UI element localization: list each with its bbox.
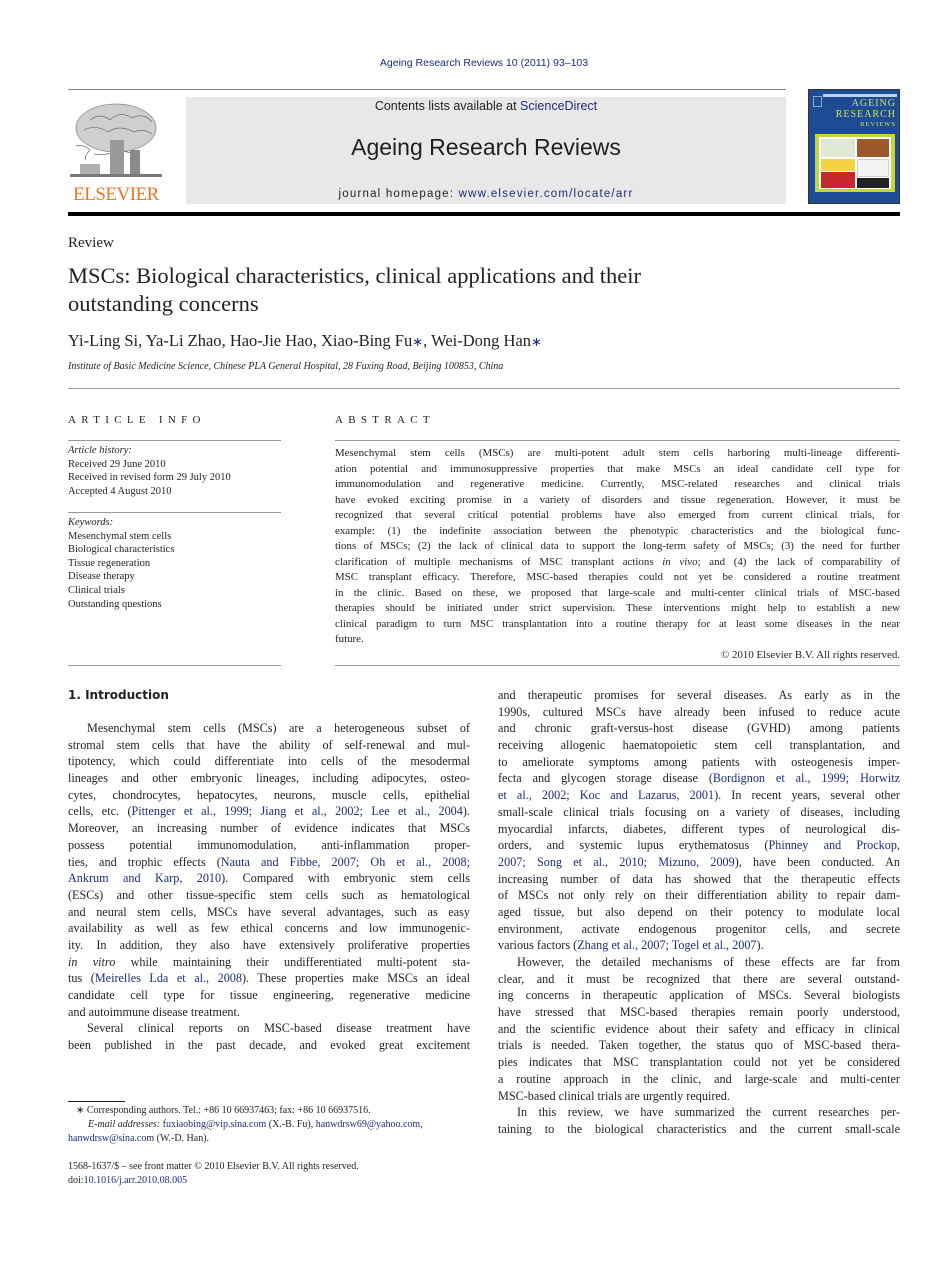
title-divider bbox=[68, 388, 900, 389]
cover-image-panel bbox=[815, 134, 895, 192]
body-line: trials is needed. Taken together, the status quo of MSC-based thera- bbox=[498, 1038, 900, 1053]
citation-link[interactable]: Phinney and Prockop, bbox=[768, 838, 900, 853]
email-link[interactable]: hanwdrsw69@yahoo.com bbox=[315, 1119, 421, 1130]
body-line: fecta and glycogen storage disease (Bordignon et al., 1999; Horwitz bbox=[498, 771, 900, 786]
body-line: tipotency, which could differentiate into cells of the mesodermal bbox=[68, 754, 470, 769]
body-line: various factors (Zhang et al., 2007; Togel et al., 2007). bbox=[498, 938, 764, 953]
body-line: Ankrum and Karp, 2010). Compared with embryonic stem cells bbox=[68, 871, 470, 886]
cover-title-line: RESEARCH bbox=[835, 109, 896, 120]
body-line: receiving allogenic haematopoietic stem cell transplantation, and bbox=[498, 738, 900, 753]
body-line: ties, and trophic effects (Nauta and Fibbe, 2007; Oh et al., 2008; bbox=[68, 854, 470, 869]
body-line: However, the detailed mechanisms of these effects are far from bbox=[517, 955, 900, 969]
running-head[interactable]: Ageing Research Reviews 10 (2011) 93–103 bbox=[379, 57, 589, 69]
journal-homepage bbox=[186, 188, 786, 200]
citation-link[interactable]: 2007; Song et al., 2010; Mizuno, 2009 bbox=[498, 854, 735, 869]
citation-link[interactable]: Bordignon et al., 1999; Horwitz bbox=[712, 771, 900, 786]
body-line: Mesenchymal stem cells (MSCs) are a heterogeneous subset of bbox=[87, 721, 470, 735]
citation-link[interactable]: et al., 2002; Koc and Lazarus, 2001 bbox=[498, 788, 715, 803]
citation-link[interactable]: Ankrum and Karp, 2010 bbox=[68, 871, 222, 886]
body-line: and chronic graft-versus-host disease (GVHD) among patients bbox=[498, 721, 900, 736]
title-line: outstanding concerns bbox=[68, 291, 259, 316]
article-title bbox=[68, 262, 828, 318]
email-owner: (X.-B. Fu), bbox=[266, 1119, 316, 1130]
body-line: et al., 2002; Koc and Lazarus, 2001). In recent years, several other bbox=[498, 788, 900, 803]
cover-cell-image bbox=[821, 159, 855, 171]
history-item: Accepted 4 August 2010 bbox=[68, 485, 172, 497]
keyword: Tissue regeneration bbox=[68, 557, 151, 569]
body-line: availability as well as few ethical concerns and low immunogenic- bbox=[68, 921, 470, 936]
keywords-rule bbox=[68, 512, 281, 513]
abstract-line: MSC transplant efficacy. Therefore, MSC-based therapies could not yet be considered a routine treatment bbox=[335, 571, 900, 583]
body-line: and autoimmune disease treatment. bbox=[68, 1004, 240, 1019]
email-footnote-cont bbox=[68, 1132, 209, 1146]
email-footnote bbox=[88, 1118, 423, 1132]
corresponding-footnote: ∗ Corresponding authors. Tel.: +86 10 66937463; fax: +86 10 66937516. bbox=[76, 1105, 371, 1116]
elsevier-logo[interactable] bbox=[68, 98, 164, 206]
body-line: ity. In addition, they also have extensively proliferative properties bbox=[68, 937, 470, 952]
cover-stripe bbox=[823, 94, 897, 97]
citation-link[interactable]: Pittenger et al., 1999; Jiang et al., 2002; Lee et al., 2004 bbox=[131, 804, 463, 819]
body-line: clear, and it must be recognized that there are several outstand- bbox=[498, 971, 900, 986]
body-line: Several clinical reports on MSC-based disease treatment have bbox=[87, 1021, 470, 1036]
cover-chart-image bbox=[821, 139, 855, 157]
abstract-line: future. bbox=[335, 633, 364, 645]
email-owner: (W.-D. Han). bbox=[154, 1133, 210, 1144]
history-label: Article history: bbox=[68, 445, 132, 456]
article-info-bottom-rule bbox=[68, 665, 281, 666]
body-line: and neural stem cells, MSCs have several advantages, such as easy bbox=[68, 904, 470, 919]
body-line: environment, activate endogenous progenitor cells, and secrete bbox=[498, 921, 900, 936]
section-heading-introduction: 1. Introduction bbox=[68, 688, 169, 702]
abstract-bottom-rule bbox=[335, 665, 900, 666]
author-name: Hao-Jie Hao bbox=[229, 331, 313, 350]
body-line: myocardial infarcts, diabetes, different types of neurological dis- bbox=[498, 821, 900, 836]
body-line: aged tissue, but also depend on their potency to modulate local bbox=[498, 904, 900, 919]
abstract-heading: ABSTRACT bbox=[335, 414, 435, 426]
body-line: pies indicates that MSC transplantation could not yet be considered bbox=[498, 1055, 900, 1070]
body-line: 2007; Song et al., 2010; Mizuno, 2009), have been conducted. An bbox=[498, 854, 900, 869]
body-line: of MSCs not only rely on their differentiation ability to repair dam- bbox=[498, 888, 900, 903]
body-line: cells, etc. (Pittenger et al., 1999; Jiang et al., 2002; Lee et al., 2004). bbox=[68, 804, 470, 819]
article-info-rule bbox=[68, 440, 281, 441]
citation-link[interactable]: Nauta and Fibbe, 2007; Oh et al., 2008; bbox=[220, 854, 470, 869]
email-label: E-mail addresses: bbox=[88, 1119, 163, 1130]
body-line: candidate cell type for tissue engineering, regenerative medicine bbox=[68, 988, 470, 1002]
doi-line bbox=[68, 1174, 187, 1188]
article-type: Review bbox=[68, 235, 114, 251]
abstract-line: Mesenchymal stem cells (MSCs) are multi-potent adult stem cells harboring multi-lineage differenti- bbox=[335, 447, 900, 459]
journal-title: Ageing Research Reviews bbox=[351, 134, 621, 160]
homepage-prefix: journal homepage: bbox=[338, 188, 459, 200]
body-line: and the scientific evidence about their safety and efficacy in clinical bbox=[498, 1021, 900, 1036]
body-line: lineages and other embryonic lineages, including adipocytes, osteo- bbox=[68, 771, 470, 786]
cover-dark-image bbox=[857, 178, 889, 188]
abstract-line: in the clinic. Based on these, we proposed that large-scale and multi-center clinical trials of MSC-based bbox=[335, 586, 900, 599]
abstract-line: example: (1) the indefinite association between the phenotypic characteristics and the biological func- bbox=[335, 524, 900, 537]
email-link[interactable]: hanwdrsw@sina.com bbox=[68, 1133, 155, 1144]
contents-prefix: Contents lists available at bbox=[374, 99, 521, 113]
citation-link[interactable]: Meirelles Lda et al., 2008 bbox=[94, 971, 242, 986]
body-line: ing concerns in therapeutic application of MSCs. Several biologists bbox=[498, 988, 900, 1003]
abstract-line: therapies should be initiated under strict supervision. These interventions might help to establish a new bbox=[335, 602, 900, 614]
doi-link[interactable]: 10.1016/j.arr.2010.08.005 bbox=[83, 1175, 188, 1186]
body-line: taining to the biological characteristics and the current small-scale bbox=[498, 1121, 900, 1136]
body-line: 1990s, cultured MSCs have already been infused to reduce acute bbox=[498, 704, 900, 719]
keywords bbox=[68, 516, 174, 611]
header-thick-rule bbox=[68, 212, 900, 216]
journal-masthead bbox=[186, 97, 786, 204]
cover-title-line: REVIEWS bbox=[860, 121, 896, 128]
abstract-rule bbox=[335, 440, 900, 441]
body-line: stromal stem cells that have the ability of self-renewal and mul- bbox=[68, 737, 470, 752]
body-column-right bbox=[498, 687, 900, 1138]
journal-cover-thumbnail[interactable] bbox=[808, 89, 900, 204]
abstract-line: tions of MSCs; (2) the lack of clinical data to support the long-term safety of MSCs; (3) the need for further bbox=[335, 540, 900, 552]
homepage-link[interactable]: www.elsevier.com/locate/arr bbox=[458, 188, 634, 200]
keywords-label: Keywords: bbox=[68, 517, 114, 528]
body-line: Moreover, an increasing number of evidence indicates that MSCs bbox=[68, 821, 470, 836]
body-line: In this review, we have summarized the current researches per- bbox=[517, 1105, 900, 1120]
author-name: Yi-Ling Si bbox=[68, 331, 139, 350]
abstract-line: ation potential and immunosuppressive properties that make MSCs an ideal candidate cell type for bbox=[335, 462, 900, 475]
author-name: Ya-Li Zhao bbox=[145, 331, 222, 350]
body-line: and therapeutic promises for several diseases. As early as in the bbox=[498, 688, 900, 702]
footnote-rule bbox=[68, 1101, 125, 1102]
body-line: (ESCs) and other tissue-specific stem cells such as hematological bbox=[68, 887, 470, 902]
doi-prefix: doi: bbox=[68, 1175, 84, 1186]
history-item: Received in revised form 29 July 2010 bbox=[68, 472, 231, 484]
title-line: MSCs: Biological characteristics, clinical applications and their bbox=[68, 263, 641, 288]
keyword: Mesenchymal stem cells bbox=[68, 530, 172, 542]
top-rule bbox=[68, 89, 786, 90]
cover-title-line: AGEING bbox=[851, 98, 896, 109]
abstract-copyright: © 2010 Elsevier B.V. All rights reserved. bbox=[721, 648, 900, 661]
corresponding-author-mark[interactable]: ∗ bbox=[412, 334, 424, 349]
article-history bbox=[68, 444, 231, 498]
keyword: Disease therapy bbox=[68, 571, 135, 583]
abstract-line: have evoked exciting promise in a variety of disorders and tissue regeneration. However, it must be bbox=[335, 493, 900, 506]
body-line: increasing number of data has showed that the therapeutic effects bbox=[498, 871, 900, 886]
abstract-body bbox=[335, 446, 900, 663]
cover-photo-image bbox=[857, 139, 889, 157]
body-line: small-scale clinical trials focusing on a variety of diseases, including bbox=[498, 804, 900, 819]
body-line: a routine approach in the clinic, and large-scale and multi-center bbox=[498, 1071, 900, 1086]
keyword: Outstanding questions bbox=[68, 598, 162, 610]
sciencedirect-link[interactable]: ScienceDirect bbox=[520, 99, 598, 113]
keyword: Clinical trials bbox=[68, 584, 125, 596]
elsevier-wordmark: ELSEVIER bbox=[73, 184, 159, 205]
author-name: Xiao-Bing Fu bbox=[321, 331, 413, 350]
abstract-line: recognized that several critical potential problems have also emerged from current clinical trials, for bbox=[335, 509, 900, 521]
article-info-heading: ARTICLE INFO bbox=[68, 414, 206, 426]
contents-line bbox=[186, 99, 786, 113]
body-line: orders, and systemic lupus erythematosus (Phinney and Prockop, bbox=[498, 838, 900, 853]
body-line: MSC-based clinical trials are urgently required. bbox=[498, 1088, 730, 1103]
body-line: to ameliorate symptoms among patients with osteogenesis imper- bbox=[498, 754, 900, 769]
citation-link[interactable]: Zhang et al., 2007; Togel et al., 2007 bbox=[577, 938, 757, 953]
author-name: Wei-Dong Han bbox=[431, 331, 532, 350]
email-link[interactable]: fuxiaobing@vip.sina.com bbox=[162, 1119, 267, 1130]
issn-line: 1568-1637/$ – see front matter © 2010 Elsevier B.V. All rights reserved. bbox=[68, 1161, 359, 1172]
body-column-left bbox=[68, 720, 470, 1054]
abstract-line: immunomodulation and regenerative medicine. Currently, MSC-related researches and clinical trials bbox=[335, 478, 900, 490]
body-line: been published in the past decade, and evoked great excitement bbox=[68, 1038, 470, 1053]
body-line: cytes, chondrocytes, hepatocytes, neurons, muscle cells, epithelial bbox=[68, 787, 470, 802]
body-line: tus (Meirelles Lda et al., 2008). These properties make MSCs an ideal bbox=[68, 971, 470, 986]
affiliation: Institute of Basic Medicine Science, Chinese PLA General Hospital, 28 Fuxing Road, Beijing 100853, China bbox=[68, 361, 504, 372]
cover-diagram-image bbox=[857, 159, 889, 177]
history-item: Received 29 June 2010 bbox=[68, 458, 166, 470]
elsevier-tree-icon bbox=[70, 100, 162, 182]
corresponding-author-mark[interactable]: ∗ bbox=[531, 334, 542, 349]
email-separator: , bbox=[420, 1119, 423, 1130]
body-line: possess potential immunomodulation, anti-inflammation proper- bbox=[68, 837, 470, 852]
author-list: Yi-Ling Si, Ya-Li Zhao, Hao-Jie Hao, Xiao-Bing Fu∗, Wei-Dong Han∗ bbox=[68, 331, 542, 350]
keyword: Biological characteristics bbox=[68, 544, 175, 556]
body-line: have stressed that MSC-based therapies remain poorly understood, bbox=[498, 1005, 900, 1020]
abstract-line: clinical paradigm to turn MSC transplantation into a routine therapy for at least some diseases in the near bbox=[335, 617, 900, 630]
body-line: in vitro while maintaining their undifferentiated multi-potent sta- bbox=[68, 954, 470, 969]
cover-red-image bbox=[821, 172, 855, 188]
abstract-line: clarification of multiple mechanisms of MSC transplant actions in vivo; and (4) the lack of comparability of bbox=[335, 555, 900, 568]
